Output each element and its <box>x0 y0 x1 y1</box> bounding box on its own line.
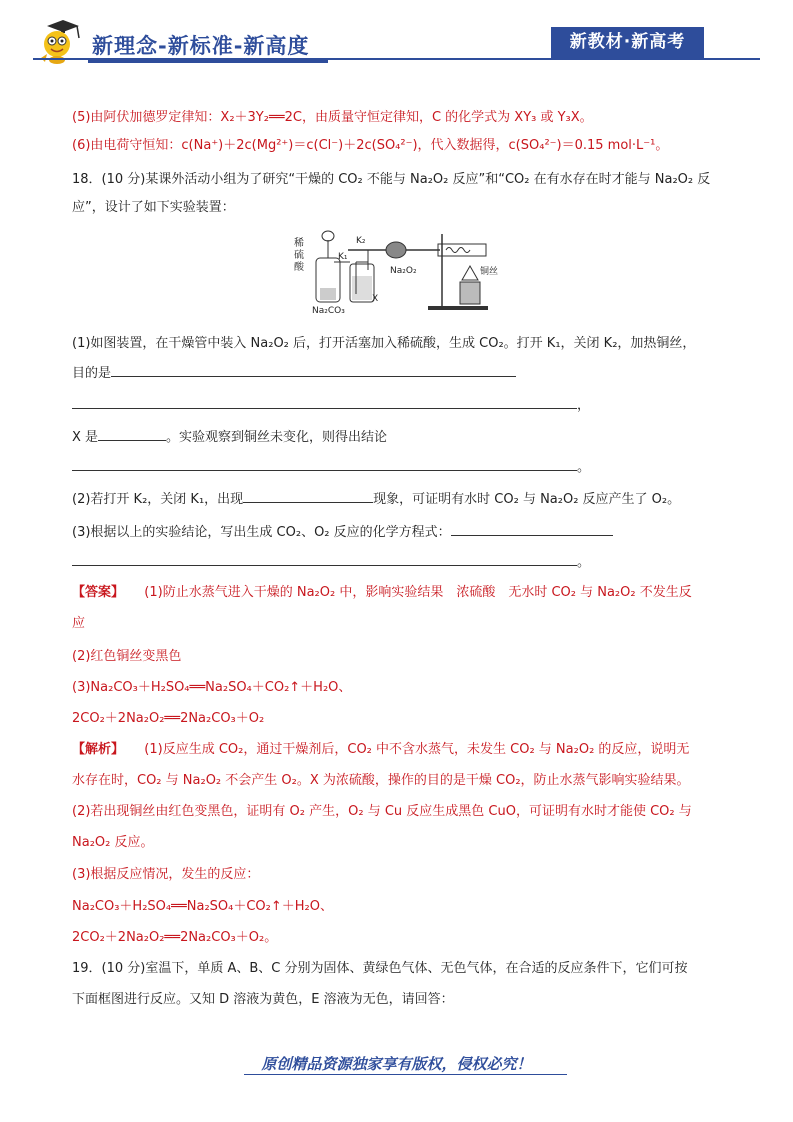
answer-tag: 【答案】 <box>72 585 125 600</box>
analysis-line4: Na₂O₂ 反应。 <box>72 835 154 850</box>
k1-label: K₁ <box>338 252 348 262</box>
x-label: X <box>372 294 379 304</box>
answer-blank-equation-cont[interactable] <box>72 551 577 566</box>
q18-part3-line2 <box>72 551 590 570</box>
footer-underline <box>244 1074 567 1075</box>
answer-line1 <box>72 581 692 600</box>
analysis-line1 <box>72 738 689 757</box>
answer-blank-equation[interactable] <box>451 521 613 536</box>
apparatus-diagram <box>290 226 504 320</box>
q18-part1-period: 。 <box>577 460 591 475</box>
q18-part2-suffix: 现象，可证明有水时 CO₂ 与 Na₂O₂ 反应产生了 O₂。 <box>373 492 681 507</box>
answer-blank-conclusion[interactable] <box>72 456 577 471</box>
answer-text-1: (1)防止水蒸气进入干燥的 Na₂O₂ 中，影响实验结果 浓硫酸 无水时 CO₂ 与 Na₂O₂ 不发生反 <box>144 585 692 600</box>
q18-part1-line5 <box>72 456 590 475</box>
answer-line3: (3)Na₂CO₃＋H₂SO₄══Na₂SO₄＋CO₂↑＋H₂O、 <box>72 680 352 695</box>
analysis-tag: 【解析】 <box>72 742 125 757</box>
analysis-line3: (2)若出现铜丝由红色变黑色，证明有 O₂ 产生，O₂ 与 Cu 反应生成黑色 CuO，可证明有水时才能使 CO₂ 与 <box>72 804 692 819</box>
na2co3-label: Na₂CO₃ <box>312 306 345 316</box>
q18-part1-line4 <box>72 426 387 445</box>
q18-stem-line2: 应”，设计了如下实验装置： <box>72 200 235 215</box>
answer-blank-phenomenon[interactable] <box>243 488 373 503</box>
prev-answer-5: (5)由阿伏加德罗定律知：X₂＋3Y₂══2C，由质量守恒定律知，C 的化学式为 XY₃ 或 Y₃X。 <box>72 110 593 125</box>
q18-conclusion-label: 。实验观察到铜丝未变化，则得出结论 <box>166 430 388 445</box>
header-slogan: 新理念-新标准-新高度 <box>92 34 310 58</box>
na2o2-label: Na₂O₂ <box>390 266 417 276</box>
q18-part1-purpose-label: 目的是 <box>72 366 112 381</box>
acid-label: 稀硫酸 <box>294 238 304 273</box>
q18-part1-comma: ， <box>577 398 591 413</box>
analysis-line2: 水存在时，CO₂ 与 Na₂O₂ 不会产生 O₂。X 为浓硫酸，操作的目的是干燥 CO₂，防止水蒸气影响实验结果。 <box>72 773 690 788</box>
footer-copyright: 原创精品资源独家享有版权，侵权必究！ <box>261 1055 532 1073</box>
q18-part2 <box>72 488 680 507</box>
answer-line3b: 2CO₂＋2Na₂O₂══2Na₂CO₃＋O₂ <box>72 711 265 726</box>
answer-line1b: 应 <box>72 616 86 631</box>
q18-part3-line1 <box>72 521 613 540</box>
answer-line2: (2)红色铜丝变黑色 <box>72 649 182 664</box>
q18-x-label: X 是 <box>72 430 99 445</box>
cu-label: 铜丝 <box>480 267 499 277</box>
answer-blank-purpose[interactable] <box>111 362 516 377</box>
analysis-line5: (3)根据反应情况，发生的反应： <box>72 867 260 882</box>
analysis-text-1: (1)反应生成 CO₂，通过干燥剂后，CO₂ 中不含水蒸气，未发生 CO₂ 与 Na₂O₂ 的反应，说明无 <box>144 742 690 757</box>
header-divider <box>33 58 760 60</box>
q18-part1-line3 <box>72 394 590 413</box>
prev-answer-6: (6)由电荷守恒知：c(Na⁺)＋2c(Mg²⁺)＝c(Cl⁻)＋2c(SO₄²⁻)，代入数据得，c(SO₄²⁻)＝0.15 mol·L⁻¹。 <box>72 138 669 153</box>
analysis-line7: 2CO₂＋2Na₂O₂══2Na₂CO₃＋O₂。 <box>72 930 278 945</box>
answer-blank-purpose-cont[interactable] <box>72 394 577 409</box>
analysis-line6: Na₂CO₃＋H₂SO₄══Na₂SO₄＋CO₂↑＋H₂O、 <box>72 899 333 914</box>
q19-line2: 下面框图进行反应。又知 D 溶液为黄色，E 溶液为无色，请回答： <box>72 992 454 1007</box>
q18-part1-line1: (1)如图装置，在干燥管中装入 Na₂O₂ 后，打开活塞加入稀硫酸，生成 CO₂。打开 K₁，关闭 K₂，加热铜丝， <box>72 336 696 351</box>
q18-part3-prefix: (3)根据以上的实验结论，写出生成 CO₂、O₂ 反应的化学方程式： <box>72 525 451 540</box>
q18-part3-period: 。 <box>577 555 591 570</box>
q18-part1-line2 <box>72 362 516 381</box>
slogan-underline <box>88 60 328 63</box>
q18-part2-prefix: (2)若打开 K₂，关闭 K₁，出现 <box>72 492 244 507</box>
q19-line1: 19．(10 分)室温下，单质 A、B、C 分别为固体、黄绿色气体、无色气体，在合适的反应条件下，它们可按 <box>72 961 688 976</box>
q18-stem-line1: 18．(10 分)某课外活动小组为了研究“干燥的 CO₂ 不能与 Na₂O₂ 反应”和“CO₂ 在有水存在时才能与 Na₂O₂ 反 <box>72 172 711 187</box>
k2-label: K₂ <box>356 236 366 246</box>
header-badge: 新教材·新高考 <box>551 27 704 58</box>
answer-blank-x[interactable] <box>98 426 166 441</box>
